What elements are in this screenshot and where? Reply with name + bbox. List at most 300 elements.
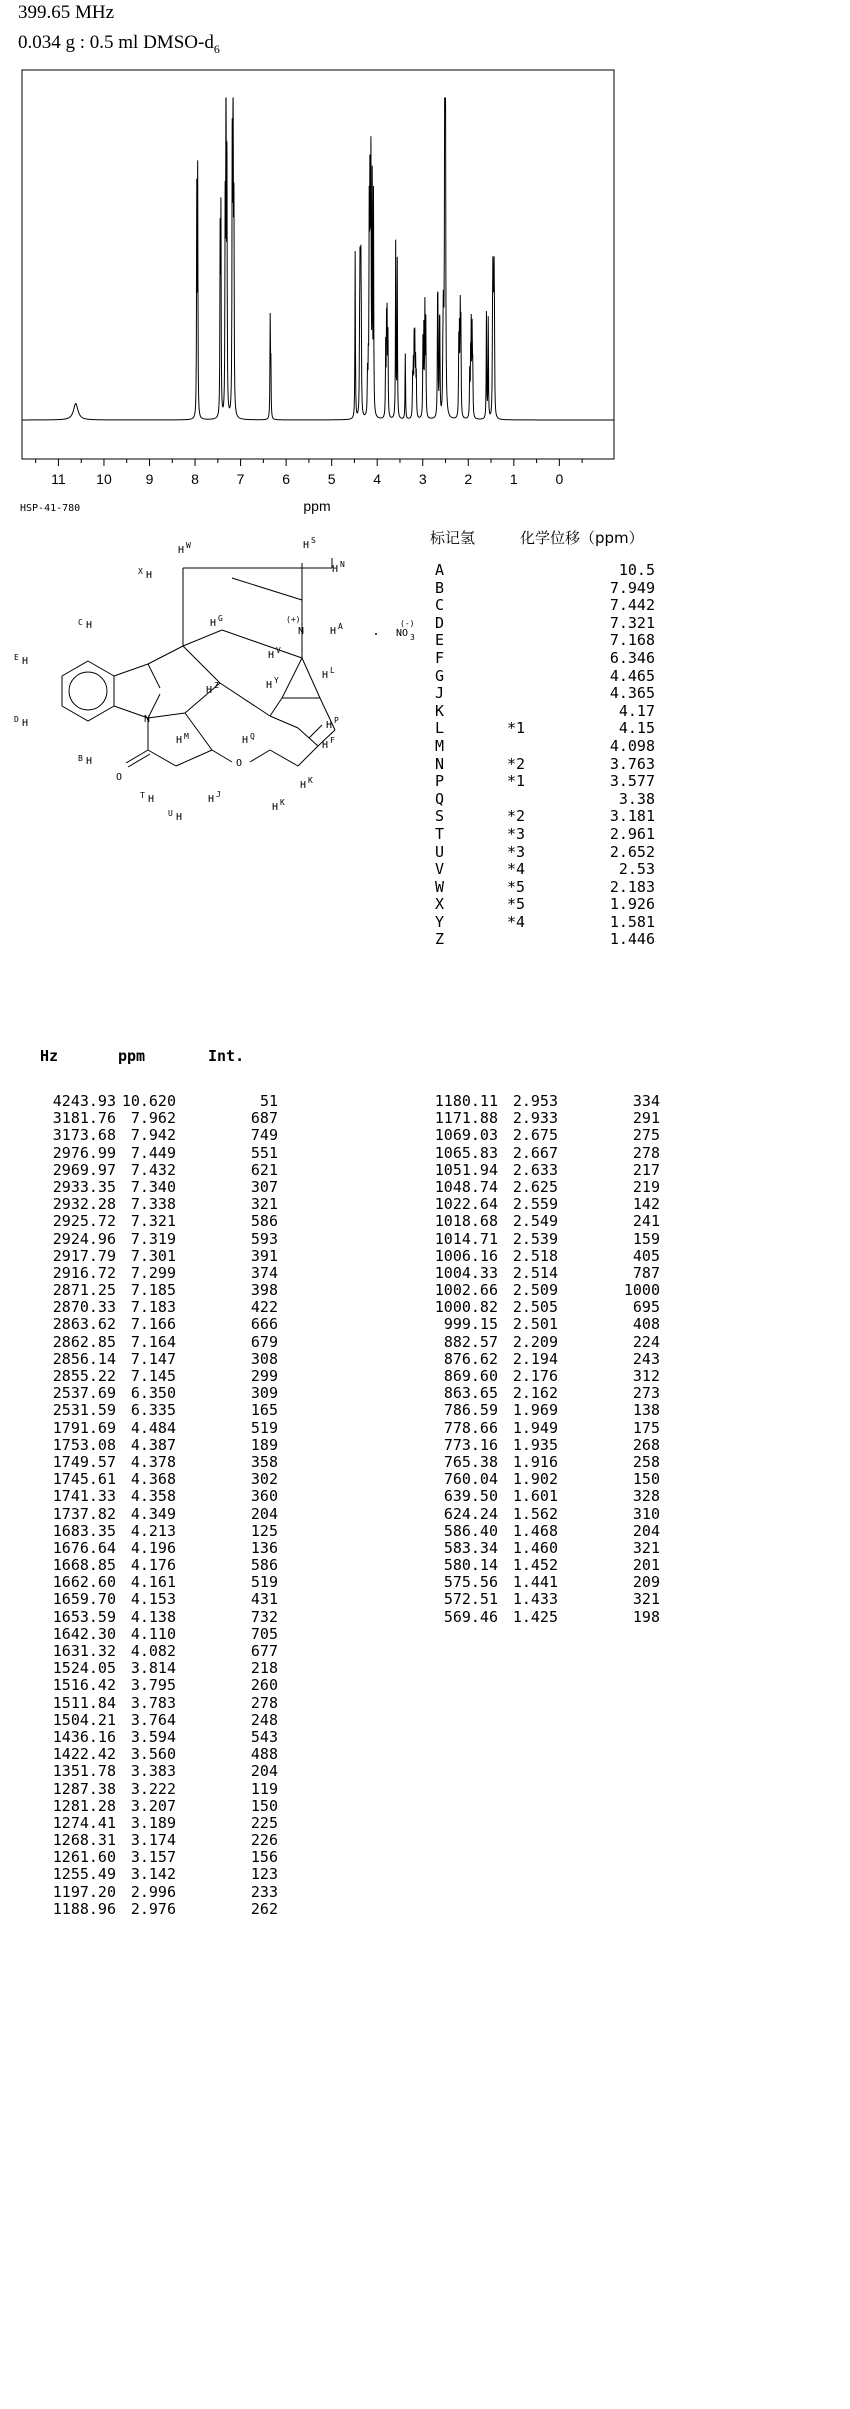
peak-int: 260	[250, 1676, 278, 1695]
peak-int: 278	[632, 1143, 660, 1162]
assignment-note: *4	[507, 860, 526, 879]
x-axis-label: ppm	[303, 498, 331, 514]
peak-hz: 2863.62	[52, 1315, 116, 1334]
peak-hz: 786.59	[443, 1401, 498, 1420]
atom-h: H	[242, 735, 249, 746]
peak-hz: 3173.68	[52, 1126, 116, 1145]
peak-hz: 1741.33	[52, 1487, 116, 1506]
atom-h: H	[330, 626, 337, 637]
peak-row	[18, 1247, 278, 1264]
peak-ppm: 1.601	[512, 1487, 558, 1506]
atom-label-l: L	[330, 666, 335, 675]
peak-int: 248	[250, 1710, 278, 1729]
peak-int: 705	[250, 1624, 278, 1643]
peak-hz: 1171.88	[434, 1109, 498, 1128]
peak-ppm: 4.213	[130, 1521, 176, 1540]
peak-row	[400, 1281, 660, 1298]
assignment-header-label: 标记氢	[430, 529, 476, 547]
atom-label-m: M	[184, 732, 189, 741]
peak-ppm: 2.953	[512, 1092, 558, 1110]
assignment-label: E	[435, 631, 445, 650]
peak-hz: 2870.33	[52, 1298, 116, 1317]
peak-ppm: 7.942	[130, 1126, 176, 1145]
peak-row	[400, 1367, 660, 1384]
peak-row	[18, 1281, 278, 1298]
peak-row	[400, 1470, 660, 1487]
atom-label-t: T	[140, 791, 145, 800]
peak-hz: 3181.76	[52, 1109, 116, 1128]
peak-row	[18, 1144, 278, 1161]
peak-int: 398	[250, 1281, 278, 1300]
peak-row	[18, 1900, 278, 1917]
peak-row	[18, 1092, 278, 1109]
x-tick-label: 0	[555, 471, 564, 487]
assignment-row	[435, 755, 655, 773]
x-tick-label: 1	[509, 471, 518, 487]
peak-row	[18, 1608, 278, 1625]
atom-h: H	[206, 685, 213, 696]
peak-ppm: 4.138	[130, 1607, 176, 1626]
assignment-label: F	[435, 648, 445, 667]
peak-hz: 765.38	[443, 1452, 498, 1471]
peak-ppm: 3.795	[130, 1676, 176, 1695]
peak-row	[18, 1178, 278, 1195]
assignment-label: L	[435, 719, 445, 738]
peak-row	[18, 1126, 278, 1143]
peak-ppm: 4.387	[130, 1435, 176, 1454]
assignment-label: G	[435, 666, 445, 685]
peak-int: 226	[250, 1831, 278, 1850]
peak-int: 679	[250, 1332, 278, 1351]
atom-label-g: G	[218, 614, 223, 623]
peak-hz: 2969.97	[52, 1160, 116, 1179]
peak-int: 543	[250, 1727, 278, 1746]
peak-hz: 2856.14	[52, 1349, 116, 1368]
peak-hz: 1065.83	[434, 1143, 498, 1162]
peak-row	[400, 1144, 660, 1161]
x-ticks	[36, 459, 582, 487]
peak-ppm: 7.299	[130, 1263, 176, 1282]
peak-hz: 1069.03	[434, 1126, 498, 1145]
peak-int: 586	[250, 1556, 278, 1575]
peak-ppm: 3.157	[130, 1848, 176, 1867]
atom-h: H	[22, 718, 29, 729]
peak-ppm: 1.460	[512, 1538, 558, 1557]
assignment-row	[435, 684, 655, 702]
peak-int: 150	[632, 1470, 660, 1489]
atom-label-x: X	[138, 567, 143, 576]
peak-hz: 1006.16	[434, 1246, 498, 1265]
peak-int: 328	[632, 1487, 660, 1506]
assignment-row	[435, 878, 655, 896]
peak-int: 209	[632, 1573, 660, 1592]
peak-hz: 639.50	[443, 1487, 498, 1506]
peak-ppm: 2.514	[512, 1263, 558, 1282]
peak-hz: 1422.42	[52, 1745, 116, 1764]
assignment-shift: 2.53	[618, 860, 655, 879]
peak-hz: 882.57	[443, 1332, 498, 1351]
peak-row	[18, 1780, 278, 1797]
peak-hz: 1662.60	[52, 1573, 116, 1592]
peak-row	[18, 1384, 278, 1401]
peak-hz: 1668.85	[52, 1556, 116, 1575]
assignment-label: V	[435, 860, 445, 879]
assignment-shift: 3.38	[618, 789, 655, 808]
peak-ppm: 4.153	[130, 1590, 176, 1609]
peak-row	[18, 1848, 278, 1865]
peak-int: 204	[250, 1504, 278, 1523]
peak-int: 241	[632, 1212, 660, 1231]
atom-label-j: J	[216, 790, 221, 799]
atom-label-v: V	[276, 646, 281, 655]
atom-h: H	[266, 680, 273, 691]
peak-int: 138	[632, 1401, 660, 1420]
peak-ppm: 3.783	[130, 1693, 176, 1712]
atom-h: H	[86, 756, 93, 767]
peak-row	[18, 1315, 278, 1332]
peak-ppm: 1.935	[512, 1435, 558, 1454]
peak-row	[400, 1522, 660, 1539]
peak-int: 159	[632, 1229, 660, 1248]
peak-hz: 876.62	[443, 1349, 498, 1368]
spectrometer-frequency: 399.65 MHz	[18, 2, 115, 23]
peak-hz: 624.24	[443, 1504, 498, 1523]
assignment-row	[435, 579, 655, 597]
peak-int: 321	[632, 1590, 660, 1609]
peak-ppm: 4.378	[130, 1452, 176, 1471]
peak-int: 218	[250, 1659, 278, 1678]
peak-int: 321	[250, 1195, 278, 1214]
peak-ppm: 7.338	[130, 1195, 176, 1214]
peak-int: 519	[250, 1573, 278, 1592]
peak-row	[18, 1797, 278, 1814]
assignment-row	[435, 561, 655, 579]
peak-row	[400, 1247, 660, 1264]
assignment-shift: 4.365	[609, 684, 655, 703]
assignment-row	[435, 772, 655, 790]
peak-hz: 2924.96	[52, 1229, 116, 1248]
atom-label-f: F	[330, 736, 335, 745]
assignment-shift: 2.183	[609, 877, 655, 896]
peak-row	[18, 1694, 278, 1711]
peak-hz: 1255.49	[52, 1865, 116, 1884]
peak-hz: 1261.60	[52, 1848, 116, 1867]
peak-row	[18, 1539, 278, 1556]
peak-hz: 569.46	[443, 1607, 498, 1626]
peak-ppm: 1.969	[512, 1401, 558, 1420]
assignment-row	[435, 719, 655, 737]
peak-hz: 586.40	[443, 1521, 498, 1540]
peak-row	[18, 1711, 278, 1728]
peak-row	[18, 1487, 278, 1504]
assignment-row	[435, 596, 655, 614]
peak-row	[400, 1608, 660, 1625]
peak-int: 262	[250, 1899, 278, 1918]
peak-ppm: 2.996	[130, 1882, 176, 1901]
assignment-label: Z	[435, 930, 445, 949]
peak-ppm: 1.916	[512, 1452, 558, 1471]
peak-hz: 583.34	[443, 1538, 498, 1557]
atom-label-e: E	[14, 653, 19, 662]
ion-separator-dot	[375, 633, 377, 635]
peak-hz: 1002.66	[434, 1281, 498, 1300]
peak-ppm: 1.433	[512, 1590, 558, 1609]
peak-int: 586	[250, 1212, 278, 1231]
peak-row	[400, 1333, 660, 1350]
assignment-shift: 4.15	[618, 719, 655, 738]
peak-row	[400, 1178, 660, 1195]
peak-int: 312	[632, 1367, 660, 1385]
peak-int: 299	[250, 1367, 278, 1385]
assignment-row	[435, 631, 655, 649]
atom-h: H	[322, 740, 329, 751]
assignment-row	[435, 930, 655, 948]
peak-row	[400, 1573, 660, 1590]
peak-ppm: 7.185	[130, 1281, 176, 1300]
peak-row	[18, 1625, 278, 1642]
peak-ppm: 10.620	[121, 1092, 176, 1110]
peak-ppm: 2.162	[512, 1384, 558, 1403]
atom-h: H	[332, 564, 339, 575]
assignment-row	[435, 737, 655, 755]
peak-row	[400, 1401, 660, 1418]
peak-int: 732	[250, 1607, 278, 1626]
x-tick-label: 3	[418, 471, 427, 487]
x-tick-label: 8	[191, 471, 199, 487]
peak-row	[18, 1728, 278, 1745]
peak-hz: 1048.74	[434, 1177, 498, 1196]
assignment-note: *2	[507, 754, 526, 773]
assignment-label: U	[435, 842, 445, 861]
peak-row	[400, 1212, 660, 1229]
peak-ppm: 2.509	[512, 1281, 558, 1300]
assignment-label: B	[435, 578, 445, 597]
assignment-label: A	[435, 561, 445, 579]
peak-ppm: 2.667	[512, 1143, 558, 1162]
peak-ppm: 7.183	[130, 1298, 176, 1317]
peak-row	[400, 1505, 660, 1522]
peak-hz: 773.16	[443, 1435, 498, 1454]
assignment-note: *2	[507, 807, 526, 826]
atom-o-ring: O	[236, 758, 243, 769]
peak-hz: 2531.59	[52, 1401, 116, 1420]
peak-row	[18, 1230, 278, 1247]
peak-int: 150	[250, 1796, 278, 1815]
atom-label-u: U	[168, 809, 173, 818]
assignment-shift: 2.652	[609, 842, 655, 861]
atom-label-k: K	[280, 798, 285, 807]
peak-hz: 2976.99	[52, 1143, 116, 1162]
peak-int: 291	[632, 1109, 660, 1128]
atom-label-w: W	[186, 541, 191, 550]
atom-h: H	[86, 620, 93, 631]
peak-table-left	[18, 1047, 278, 1917]
atom-label-n: N	[340, 560, 345, 569]
assignment-label: Q	[435, 789, 445, 808]
peak-row	[18, 1590, 278, 1607]
assignment-label: P	[435, 772, 445, 791]
peak-int: 309	[250, 1384, 278, 1403]
peak-ppm: 1.452	[512, 1556, 558, 1575]
peak-int: 165	[250, 1401, 278, 1420]
x-tick-label: 4	[373, 471, 382, 487]
peak-hz: 580.14	[443, 1556, 498, 1575]
peak-int: 125	[250, 1521, 278, 1540]
peak-int: 233	[250, 1882, 278, 1901]
peak-int: 273	[632, 1384, 660, 1403]
peak-int: 308	[250, 1349, 278, 1368]
peak-int: 334	[632, 1092, 660, 1110]
assignment-row	[435, 667, 655, 685]
atom-h: H	[176, 735, 183, 746]
counterion-sub: 3	[410, 633, 415, 642]
peak-ppm: 2.675	[512, 1126, 558, 1145]
peak-hz: 2932.28	[52, 1195, 116, 1214]
peak-row	[18, 1212, 278, 1229]
peak-ppm: 2.559	[512, 1195, 558, 1214]
charge-plus: (+)	[286, 615, 301, 624]
peak-row	[18, 1642, 278, 1659]
assignment-shift: 4.098	[609, 736, 655, 755]
peak-int: 123	[250, 1865, 278, 1884]
atom-label-b: B	[78, 754, 83, 763]
peak-row	[18, 1453, 278, 1470]
peak-row	[400, 1126, 660, 1143]
peak-ppm: 7.449	[130, 1143, 176, 1162]
assignment-shift: 4.465	[609, 666, 655, 685]
hsp-code: HSP-41-780	[20, 503, 81, 514]
peak-ppm: 2.549	[512, 1212, 558, 1231]
assignment-shift: 7.949	[609, 578, 655, 597]
peak-row	[400, 1298, 660, 1315]
peak-row	[18, 1556, 278, 1573]
peak-row	[18, 1161, 278, 1178]
peak-hz: 1653.59	[52, 1607, 116, 1626]
charge-minus: (-)	[400, 619, 415, 628]
plot-frame	[22, 70, 614, 459]
peak-ppm: 3.560	[130, 1745, 176, 1764]
structure-atoms	[14, 536, 415, 823]
peak-row	[18, 1659, 278, 1676]
sample-text: 0.034 g : 0.5 ml DMSO-d	[18, 32, 214, 53]
peak-ppm: 6.350	[130, 1384, 176, 1403]
peak-hz: 2933.35	[52, 1177, 116, 1196]
peak-int: 360	[250, 1487, 278, 1506]
peak-hz: 1791.69	[52, 1418, 116, 1437]
atom-label-c: C	[78, 618, 83, 627]
peak-row	[18, 1814, 278, 1831]
peak-int: 51	[259, 1092, 278, 1110]
atom-label-q: Q	[250, 732, 255, 741]
peak-int: 307	[250, 1177, 278, 1196]
atom-h: H	[322, 670, 329, 681]
peak-ppm: 2.625	[512, 1177, 558, 1196]
peak-row	[18, 1745, 278, 1762]
assignment-label: C	[435, 596, 445, 615]
atom-h: H	[300, 780, 307, 791]
peak-row	[400, 1195, 660, 1212]
peak-int: 302	[250, 1470, 278, 1489]
peak-ppm: 3.142	[130, 1865, 176, 1884]
peak-row	[400, 1230, 660, 1247]
peak-row	[18, 1573, 278, 1590]
peak-table-right	[400, 1092, 660, 1625]
atom-label-p: P	[334, 716, 339, 725]
peak-int: 405	[632, 1246, 660, 1265]
peak-ppm: 2.194	[512, 1349, 558, 1368]
peak-ppm: 7.147	[130, 1349, 176, 1368]
atom-n: N	[298, 626, 305, 637]
peak-int: 519	[250, 1418, 278, 1437]
atom-n: N	[144, 714, 151, 725]
peak-int: 204	[632, 1521, 660, 1540]
peak-hz: 1631.32	[52, 1642, 116, 1660]
peak-row	[400, 1487, 660, 1504]
peak-int: 156	[250, 1848, 278, 1867]
assignment-row	[435, 649, 655, 667]
peak-int: 1000	[623, 1281, 660, 1300]
peak-row	[400, 1161, 660, 1178]
peak-row	[18, 1522, 278, 1539]
peak-int: 243	[632, 1349, 660, 1368]
peak-ppm: 4.484	[130, 1418, 176, 1437]
peak-hz: 760.04	[443, 1470, 498, 1489]
atom-h: H	[326, 720, 333, 731]
peak-row	[18, 1436, 278, 1453]
peak-hz: 2871.25	[52, 1281, 116, 1300]
peak-row	[18, 1367, 278, 1384]
peak-ppm: 2.176	[512, 1367, 558, 1385]
peak-row	[18, 1865, 278, 1882]
peak-ppm: 4.110	[130, 1624, 176, 1643]
peak-hz: 1188.96	[52, 1899, 116, 1918]
peak-hz: 1676.64	[52, 1538, 116, 1557]
peak-hz: 1659.70	[52, 1590, 116, 1609]
assignment-label: J	[435, 684, 445, 703]
peak-hz: 1351.78	[52, 1762, 116, 1781]
header-ppm: ppm	[118, 1047, 146, 1065]
atom-h: H	[303, 540, 310, 551]
assignment-shift: 1.446	[609, 930, 655, 949]
spectrum-trace	[22, 98, 614, 420]
peak-row	[18, 1109, 278, 1126]
atom-h: H	[210, 618, 217, 629]
assignment-shift: 6.346	[609, 648, 655, 667]
assignment-label: K	[435, 701, 445, 720]
peak-row	[400, 1092, 660, 1109]
peak-ppm: 4.349	[130, 1504, 176, 1523]
peak-int: 687	[250, 1109, 278, 1128]
x-tick-label: 9	[145, 471, 154, 487]
atom-label-y: Y	[274, 676, 279, 685]
atom-h: H	[148, 794, 155, 805]
peak-int: 374	[250, 1263, 278, 1282]
peak-int: 677	[250, 1642, 278, 1660]
peak-hz: 869.60	[443, 1367, 498, 1385]
peak-ppm: 1.425	[512, 1607, 558, 1626]
peak-int: 408	[632, 1315, 660, 1334]
peak-ppm: 4.082	[130, 1642, 176, 1660]
atom-h: H	[22, 656, 29, 667]
peak-ppm: 4.196	[130, 1538, 176, 1557]
peak-int: 422	[250, 1298, 278, 1317]
peak-hz: 1274.41	[52, 1813, 116, 1832]
peak-row	[18, 1470, 278, 1487]
peak-int: 258	[632, 1452, 660, 1471]
peak-ppm: 3.207	[130, 1796, 176, 1815]
assignment-header-shift: 化学位移（ppm）	[520, 529, 644, 547]
assignment-row	[435, 614, 655, 632]
